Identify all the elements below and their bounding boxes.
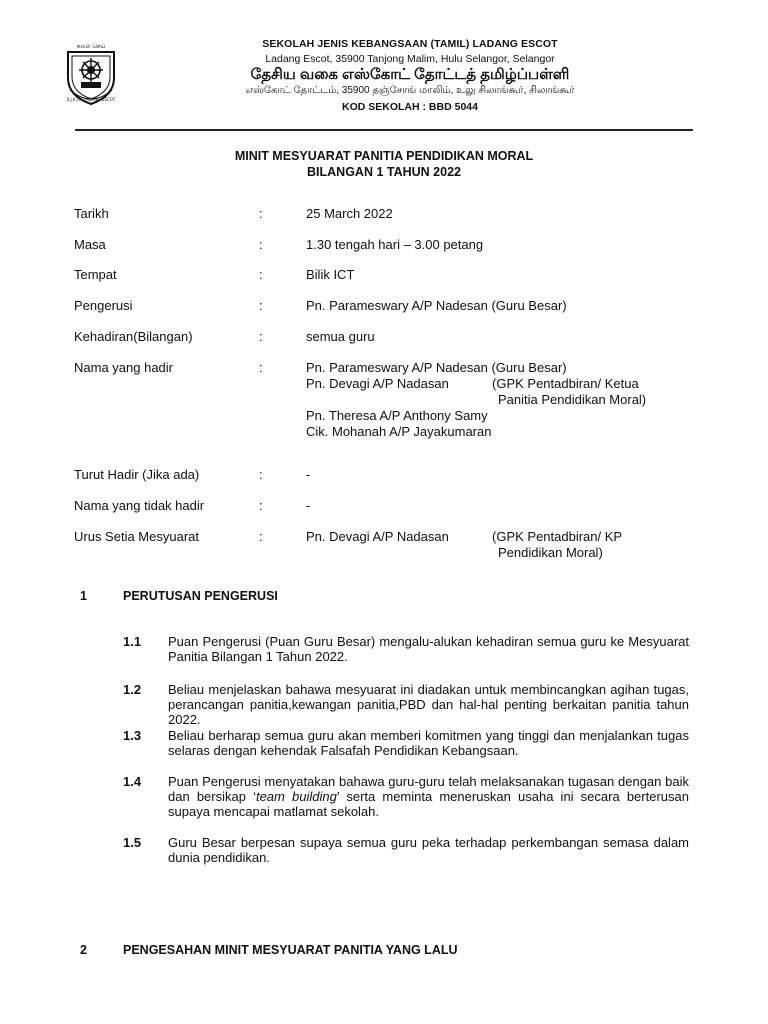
detail-label: Nama yang hadir <box>74 360 173 375</box>
section-number: 1 <box>80 589 87 603</box>
item-number: 1.3 <box>123 728 142 743</box>
logo-top-text: நலம் செய் <box>76 43 106 50</box>
detail-label: Kehadiran(Bilangan) <box>74 329 193 344</box>
item-text <box>168 774 689 819</box>
header-divider <box>75 129 693 131</box>
item-text: Guru Besar berpesan supaya semua guru peka terhadap perkembangan semasa dalam dunia pendidikan. <box>168 835 689 865</box>
detail-value: - <box>306 467 311 482</box>
attendee-name: Pn. Theresa A/P Anthony Samy <box>306 408 488 423</box>
section-number: 2 <box>80 943 87 957</box>
attendee-name: Pn. Devagi A/P Nadasan <box>306 376 449 391</box>
detail-colon: : <box>259 498 263 513</box>
title-line-1: MINIT MESYUARAT PANITIA PENDIDIKAN MORAL <box>234 149 534 163</box>
title-line-2: BILANGAN 1 TAHUN 2022 <box>307 165 461 179</box>
detail-value: 1.30 tengah hari – 3.00 petang <box>306 237 484 252</box>
item-number: 1.5 <box>123 835 142 850</box>
secretary-line <box>306 545 603 561</box>
section-title: PERUTUSAN PENGERUSI <box>123 589 278 603</box>
school-name: SEKOLAH JENIS KEBANGSAAN (TAMIL) LADANG ESCOT <box>262 38 558 50</box>
detail-value: Pn. Parameswary A/P Nadesan (Guru Besar) <box>306 298 567 313</box>
secretary-block <box>306 529 623 561</box>
detail-value: 25 March 2022 <box>306 206 393 221</box>
item-text: Beliau berharap semua guru akan memberi komitmen yang tinggi dan menjalankan tugas selaras dengan kehendak Falsafah Pendidikan Kebangsaan. <box>168 728 689 758</box>
item-number: 1.2 <box>123 682 142 697</box>
attendee-line <box>306 408 567 424</box>
item-text-part: ’ serta meminta meneruskan usaha ini secara berterusan supaya mencapai matlamat sekolah. <box>168 789 689 819</box>
item-text: Puan Pengerusi (Puan Guru Besar) mengalu-alukan kehadiran semua guru ke Mesyuarat Panitia Bilangan 1 Tahun 2022. <box>168 634 689 664</box>
detail-colon: : <box>259 360 263 375</box>
school-crest-icon <box>62 40 120 108</box>
secretary-line <box>306 529 623 545</box>
detail-label: Tempat <box>74 267 117 282</box>
school-name-tamil: தேசிய வகை எஸ்கோட் தோட்டத் தமிழ்ப்பள்ளி <box>250 66 570 83</box>
section-title: PENGESAHAN MINIT MESYUARAT PANITIA YANG LALU <box>123 943 458 957</box>
attendee-line <box>306 360 567 376</box>
school-address: Ladang Escot, 35900 Tanjong Malim, Hulu Selangor, Selangor <box>265 53 555 65</box>
detail-colon: : <box>259 237 263 252</box>
detail-label: Pengerusi <box>74 298 133 313</box>
item-number: 1.1 <box>123 634 142 649</box>
item-text: Beliau menjelaskan bahawa mesyuarat ini diadakan untuk membincangkan agihan tugas, perancangan panitia,kewangan panitia,PBD dan hal-hal penting berkaitan panitia tahun 2022. <box>168 682 689 727</box>
detail-label: Tarikh <box>74 206 109 221</box>
detail-label: Nama yang tidak hadir <box>74 498 205 513</box>
school-address-tamil: எஸ்கோட் தோட்டம், 35900 தஞ்சோங் மாலிம், உலு சிலாங்கூர், சிலாங்கூர் <box>245 85 575 96</box>
detail-value: Bilik ICT <box>306 267 355 282</box>
detail-value: semua guru <box>306 329 375 344</box>
attendee-name: Pn. Parameswary A/P Nadesan (Guru Besar) <box>306 360 567 375</box>
detail-colon: : <box>259 529 263 544</box>
logo-bottom-text: S.J.K.(T) LADANG ESCOT <box>66 97 116 102</box>
item-text-part: Puan Pengerusi menyatakan bahawa guru-guru telah melaksanakan tugasan dengan baik dan bersikap ‘ <box>168 774 689 804</box>
detail-colon: : <box>259 206 263 221</box>
detail-colon: : <box>259 298 263 313</box>
detail-value: - <box>306 498 311 513</box>
detail-label: Turut Hadir (Jika ada) <box>74 467 200 482</box>
school-code: KOD SEKOLAH : BBD 5044 <box>342 101 478 113</box>
detail-label: Masa <box>74 237 106 252</box>
secretary-name: Pn. Devagi A/P Nadasan <box>306 529 449 544</box>
item-text-italic: team building <box>255 789 337 804</box>
detail-colon: : <box>259 329 263 344</box>
secretary-role: (GPK Pentadbiran/ KP <box>492 529 623 544</box>
attendee-role: (GPK Pentadbiran/ Ketua <box>492 376 639 391</box>
detail-colon: : <box>259 467 263 482</box>
attendee-line <box>306 392 647 408</box>
detail-colon: : <box>259 267 263 282</box>
secretary-role: Pendidikan Moral) <box>498 545 603 560</box>
document-title <box>100 148 668 180</box>
attendee-list <box>306 360 647 440</box>
attendee-line <box>306 424 567 440</box>
attendee-role: Panitia Pendidikan Moral) <box>498 392 647 407</box>
attendee-name: Cik. Mohanah A/P Jayakumaran <box>306 424 492 439</box>
detail-label: Urus Setia Mesyuarat <box>74 529 199 544</box>
item-number: 1.4 <box>123 774 142 789</box>
attendee-line <box>306 376 639 392</box>
